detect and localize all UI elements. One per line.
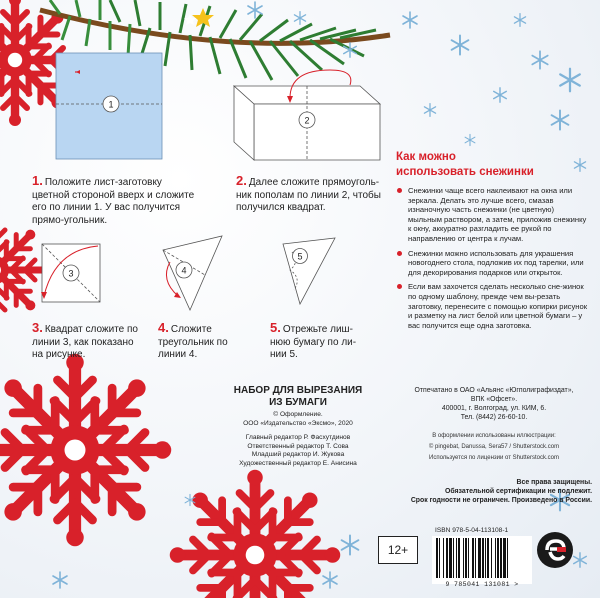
tips-list bbox=[396, 186, 588, 335]
diagram-step-3 bbox=[41, 244, 100, 302]
tip-item: Если вам захочется сделать несколько сне-жинок по одному шаблону, прежде чем вы-резать заготовку, перенесите с помощью копирки рисунок и разметку на лист белой или цветной бумаги – у вас получится еще одна заготовка. bbox=[396, 282, 588, 330]
imprint-block: НАБОР ДЛЯ ВЫРЕЗАНИЯ ИЗ БУМАГИ © Оформление. ООО «Издательство «Эксмо», 2020 Главный редактор Р. Фасхутдинов Ответственный редактор Т. Сова Младший редактор И. Жукова Художественный редактор Е. Анисина bbox=[218, 385, 378, 469]
red-snowflake-bottom-center bbox=[170, 470, 341, 598]
barcode-bar bbox=[463, 538, 464, 578]
barcode-bar bbox=[446, 538, 448, 578]
legal-notice: Все права защищены. Обязательной сертификации не подлежит. Срок годности не ограничен. Произведено в России. bbox=[410, 479, 592, 504]
barcode-bar bbox=[475, 538, 476, 578]
barcode-bars bbox=[432, 536, 532, 580]
diagram-label-5: 5 bbox=[297, 251, 303, 262]
step-2-text: 2. Далее сложите прямоуголь-ник пополам по линии 2, чтобы получился квадрат. bbox=[236, 173, 381, 213]
diagram-label-3: 3 bbox=[68, 268, 74, 279]
age-rating-badge: 12+ bbox=[378, 536, 418, 564]
diagram-step-1 bbox=[56, 53, 162, 159]
barcode-bar bbox=[500, 538, 502, 578]
barcode-bar bbox=[443, 538, 444, 578]
printer-info: Отпечатано в ОАО «Альянс «Югполиграфиздат», ВПК «Офсет». 400001, г. Волгоград, ул. КИМ, 6. Тел. (8442) 26-60-10. bbox=[414, 387, 574, 421]
red-snowflake-bottom-left bbox=[0, 354, 171, 547]
barcode-bar bbox=[507, 538, 508, 578]
diagram-step-5 bbox=[283, 238, 335, 304]
barcode-bar bbox=[456, 538, 457, 578]
tip-item: Снежинки можно использовать для украшения новогоднего стола, подложив их под тарелки, или для декорирования подарков или открыток. bbox=[396, 249, 588, 278]
barcode-bar bbox=[487, 538, 489, 578]
barcode-bar bbox=[503, 538, 506, 578]
diagram-label-1: 1 bbox=[108, 99, 114, 110]
tips-title: Как можно использовать снежинки bbox=[396, 151, 534, 178]
barcode bbox=[432, 536, 532, 584]
product-title: НАБОР ДЛЯ ВЫРЕЗАНИЯ bbox=[233, 385, 363, 396]
barcode-bar bbox=[439, 538, 440, 578]
diagram-step-2 bbox=[234, 70, 380, 160]
barcode-bar bbox=[453, 538, 454, 578]
barcode-bar bbox=[472, 538, 474, 578]
barcode-bar bbox=[495, 538, 496, 578]
barcode-bar bbox=[491, 538, 492, 578]
barcode-bar bbox=[478, 538, 481, 578]
barcode-bar bbox=[497, 538, 499, 578]
step-1-text: 1. Положите лист-заготовку цветной стороной вверх и сложите его по линии 1. У вас получится прямо-угольник. bbox=[32, 173, 195, 226]
diagram-step-4 bbox=[163, 236, 222, 310]
diagram-label-4: 4 bbox=[181, 265, 187, 276]
illustration-credits: В оформлении использованы иллюстрации: © pingebat, Danussa, Sera57 / Shutterstock.com Используется по лицензии от Shutterstock.com bbox=[428, 433, 560, 461]
step-5-text: 5. Отрежьте лиш-нюю бумагу по ли-нии 5. bbox=[270, 320, 357, 360]
barcode-bar bbox=[436, 538, 438, 578]
product-title-line2: ИЗ БУМАГИ bbox=[269, 397, 327, 408]
isbn-label: ISBN 978-5-04-113108-1 bbox=[435, 527, 509, 534]
step-4-text: 4. Сложите треугольник по линии 4. bbox=[158, 320, 228, 360]
diagram-label-2: 2 bbox=[304, 115, 310, 126]
barcode-bar bbox=[458, 538, 460, 578]
barcode-bar bbox=[485, 538, 486, 578]
barcode-bar bbox=[482, 538, 484, 578]
publisher-logo-icon bbox=[535, 530, 575, 570]
barcode-bar bbox=[468, 538, 469, 578]
tip-item: Снежинки чаще всего наклеивают на окна или зеркала. Делать это лучше всего, смазав изнаночную часть снежинки (не цветную) мыльным раствором, а затем, приложив снежинку к окну, аккуратно разгладить ее рукой по направлению от центра к лучам. bbox=[396, 186, 588, 244]
barcode-number: 9 785041 131081 > bbox=[445, 581, 519, 588]
step-3-text: 3. Квадрат сложите по линии 3, как показано на рисунке. bbox=[32, 320, 138, 360]
barcode-bar bbox=[465, 538, 467, 578]
barcode-bar bbox=[449, 538, 452, 578]
